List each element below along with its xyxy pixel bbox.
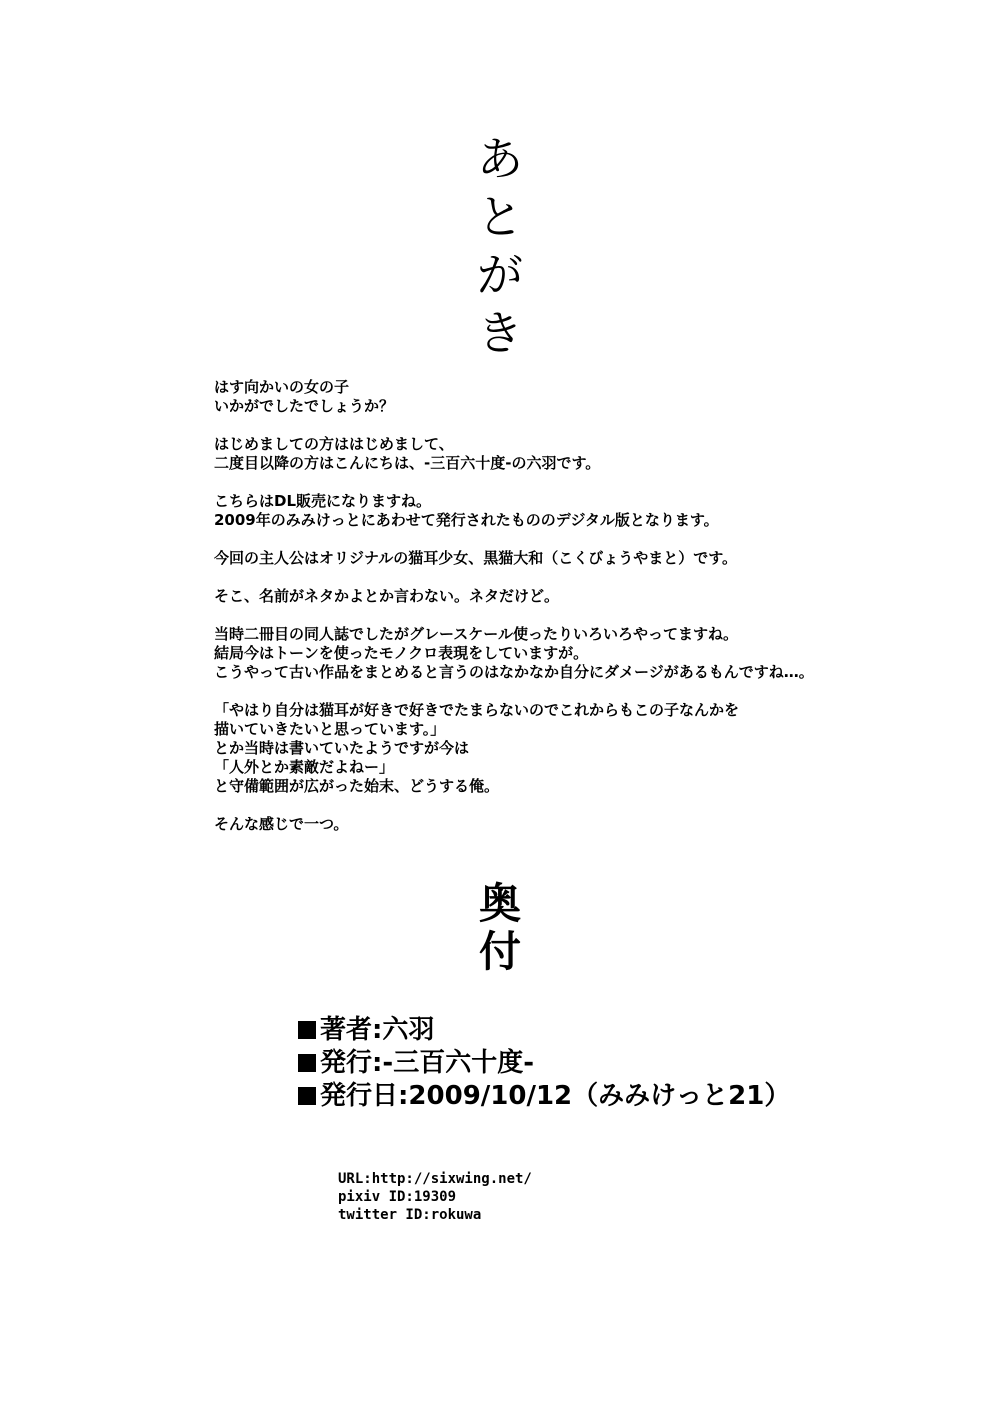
text-line: 「人外とか素敵だよねー」 [214, 758, 395, 776]
afterword-paragraph [214, 625, 874, 682]
contact-url: URL:http://sixwing.net/ [338, 1171, 532, 1187]
text-line: 2009年のみみけっとにあわせて発行されたもののデジタル版となります。 [214, 511, 719, 529]
colophon-label: 著者 [320, 1015, 373, 1045]
colophon-title-char: 付 [478, 927, 521, 976]
square-bullet-icon [298, 1054, 316, 1072]
afterword-body [214, 378, 874, 834]
colophon-value: 2009/10/12（みみけっと21） [408, 1081, 791, 1111]
colophon-separator: : [372, 1048, 383, 1078]
text-line: 今回の主人公はオリジナルの猫耳少女、黒猫大和（こくびょうやまと）です。 [214, 549, 738, 567]
text-line: とか当時は書いていたようですが今は [214, 739, 470, 757]
afterword-paragraph [214, 587, 874, 606]
afterword-title-char: が [477, 248, 523, 302]
colophon-separator: : [372, 1015, 383, 1045]
colophon-row-author [298, 1014, 790, 1047]
colophon-list [298, 1014, 790, 1113]
text-line: いかがでしたでしょうか？ [214, 397, 395, 415]
afterword-title [470, 130, 530, 362]
text-line: 描いていきたいと思っています。」 [214, 720, 446, 738]
afterword-title-char: と [477, 190, 523, 244]
text-line: こちらはDL販売になりますね。 [214, 492, 432, 510]
afterword-title-char: き [477, 306, 523, 360]
afterword-paragraph [214, 435, 874, 473]
contact-pixiv: pixiv ID:19309 [338, 1189, 457, 1205]
text-line: そんな感じで一つ。 [214, 815, 349, 833]
text-line: と守備範囲が広がった始末、どうする俺。 [214, 777, 500, 795]
afterword-paragraph [214, 378, 874, 416]
colophon-title-char: 奥 [478, 879, 521, 928]
colophon-separator: : [398, 1081, 409, 1111]
text-line: はじめましての方ははじめまして、 [214, 435, 454, 453]
contact-twitter: twitter ID:rokuwa [338, 1207, 482, 1223]
contact-info [338, 1170, 532, 1224]
square-bullet-icon [298, 1087, 316, 1105]
afterword-title-char: あ [477, 132, 523, 186]
afterword-paragraph [214, 492, 874, 530]
afterword-paragraph [214, 815, 874, 834]
text-line: 結局今はトーンを使ったモノクロ表現をしていますが。 [214, 644, 589, 662]
text-line: 二度目以降の方はこんにちは、-三百六十度-の六羽です。 [214, 454, 601, 472]
colophon-row-date [298, 1080, 790, 1113]
colophon-value: -三百六十度- [382, 1048, 535, 1078]
text-line: そこ、名前がネタかよとか言わない。ネタだけど。 [214, 587, 560, 605]
colophon-value: 六羽 [382, 1015, 435, 1045]
colophon-title [470, 880, 530, 976]
colophon-label: 発行日 [320, 1081, 399, 1111]
text-line: はす向かいの女の子 [214, 378, 350, 396]
text-line: 当時二冊目の同人誌でしたがグレースケール使ったりいろいろやってますね。 [214, 625, 738, 643]
text-line: 「やはり自分は猫耳が好きで好きでたまらないのでこれからもこの子なんかを [214, 701, 740, 719]
text-line: こうやって古い作品をまとめると言うのはなかなか自分にダメージがあるもんですね…。 [214, 663, 814, 681]
square-bullet-icon [298, 1021, 316, 1039]
colophon-row-publisher [298, 1047, 790, 1080]
afterword-paragraph [214, 549, 874, 568]
colophon-label: 発行 [320, 1048, 373, 1078]
afterword-paragraph [214, 701, 874, 796]
